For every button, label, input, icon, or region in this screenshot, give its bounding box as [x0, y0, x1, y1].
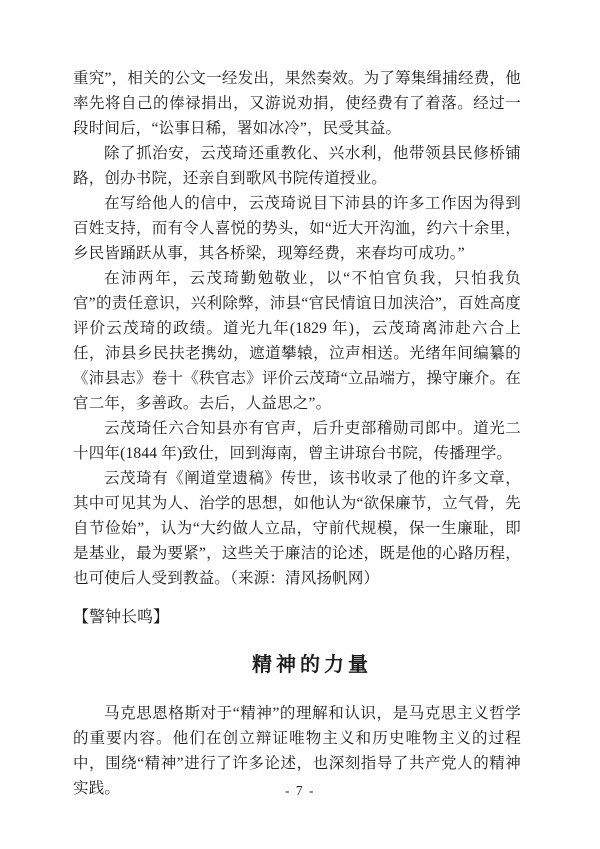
paragraph: 除了抓治安，云茂琦还重教化、兴水利，他带领县民修桥铺路，创办书院，还亲自到歌风书院传道授业。	[73, 145, 521, 187]
paragraph: 马克思恩格斯对于“精神”的理解和认识，是马克思主义哲学的重要内容。他们在创立辩证唯物主义和历史唯物主义的过程中，围绕“精神”进行了许多论述，也深刻指导了共产党人的精神实践。	[73, 705, 521, 797]
paragraph: 云茂琦有《阐道堂遗稿》传世，该书收录了他的许多文章，其中可见其为人、治学的思想，如他认为“欲保廉节，立气骨，先自节俭始”，认为“大约做人立品，守前代规模，保一生廉耻，即是基业，最为要紧”，这些关于廉洁的论述，既是他的心路历程，也可使后人受到教益。（来源：清风扬帆网）	[73, 470, 521, 587]
paragraph: 在写给他人的信中，云茂琦说目下沛县的许多工作因为得到百姓支持，而有令人喜悦的势头，如“近大开沟洫，约六十余里，乡民皆踊跃从事，其各桥梁，现筹经费，来春均可成功。”	[73, 195, 521, 262]
article-title: 精神的力量	[252, 654, 372, 676]
paragraph: 重究”，相关的公文一经发出，果然奏效。为了筹集缉捕经费，他率先将自己的俸禄捐出，又游说劝捐，使经费有了着落。经过一段时间后，“讼事日稀，署如冰冷”，民受其益。	[73, 70, 521, 137]
body-paragraphs	[73, 66, 521, 591]
paragraph: 在沛两年，云茂琦勤勉敬业，以“不怕官负我，只怕我负官”的责任意识，兴利除弊，沛县“官民情谊日加浃洽”，百姓高度评价云茂琦的政绩。道光九年(1829 年)，云茂琦离沛赴六合上任，沛县乡民扶老携幼，遮道攀辕，泣声相送。光绪年间编纂的《沛县志》卷十《秩官志》评价云茂琦“立品端方，操守廉介。在官二年，多善政。去后，人益思之”。	[73, 270, 521, 412]
paragraph: 云茂琦任六合知县亦有官声，后升吏部稽勋司郎中。道光二十四年(1844 年)致仕，回到海南，曾主讲琼台书院，传播理学。	[73, 420, 521, 462]
section-label: 【警钟长鸣】	[73, 609, 170, 626]
page-number: - 7 -	[285, 783, 315, 798]
page-content	[73, 66, 521, 801]
